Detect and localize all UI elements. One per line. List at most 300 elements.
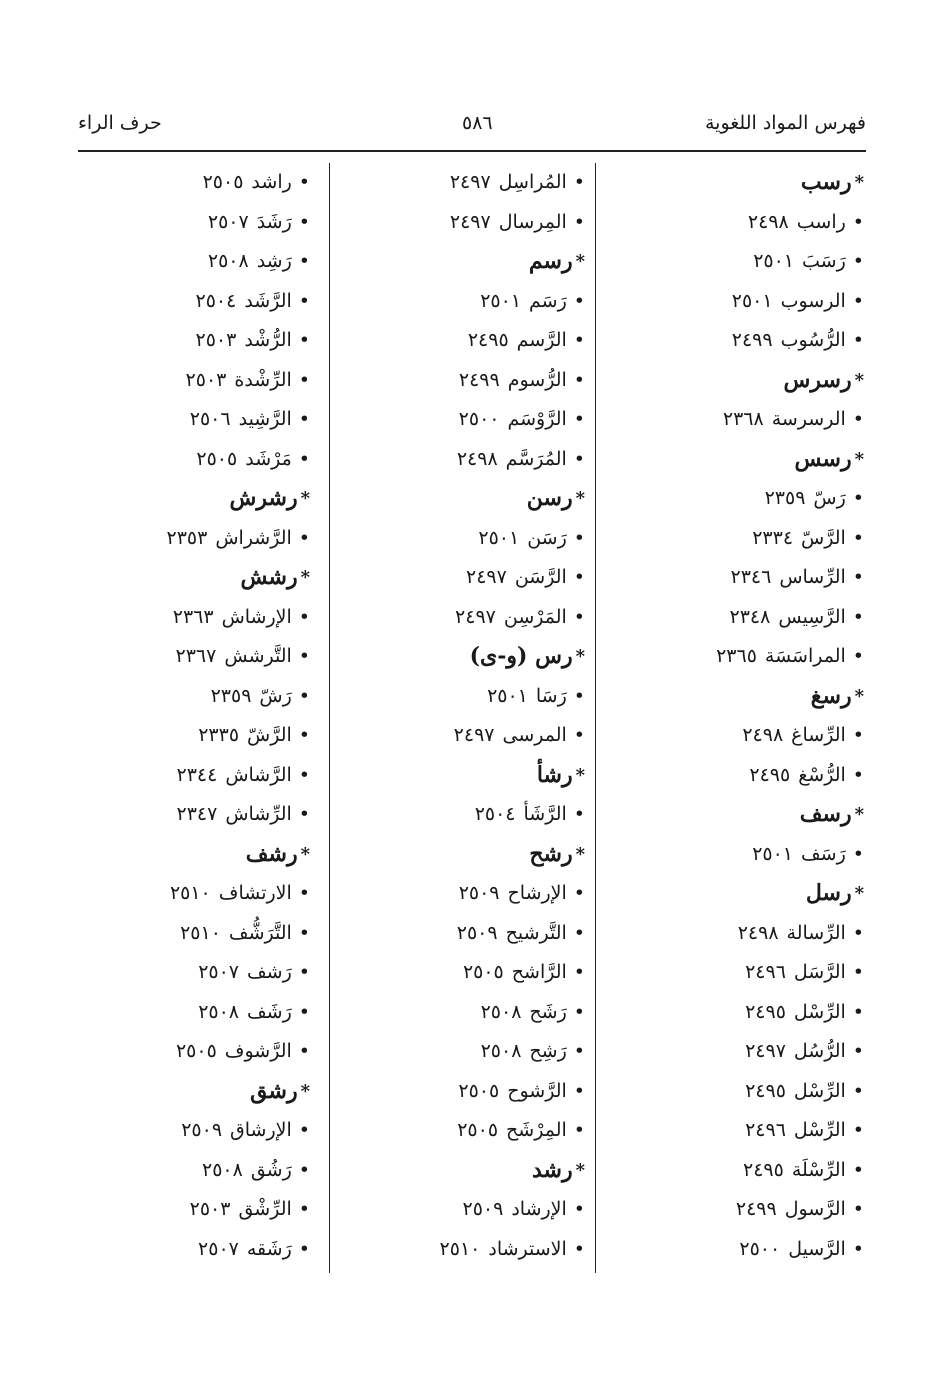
entry-number: ٢٣٣٥ (198, 724, 240, 746)
index-entry (90, 519, 310, 559)
bullet-icon: • (298, 803, 310, 825)
bullet-icon: • (298, 526, 310, 549)
entry-word: الرَّسم (516, 329, 567, 351)
index-entry (365, 440, 585, 480)
entry-word: الإرشاد (511, 1198, 567, 1220)
bullet-icon: • (298, 447, 310, 470)
entry-number: ٢٥٠٥ (202, 171, 244, 193)
entry-word: الرَّشَأ (523, 803, 567, 825)
bullet-icon: • (852, 1198, 864, 1220)
asterisk-marker: * (854, 685, 864, 707)
index-entry (365, 1032, 585, 1072)
entry-number: ٢٥٠٥ (458, 1079, 500, 1102)
index-entry (90, 1111, 310, 1151)
entry-word: الرِّسالة (786, 921, 846, 944)
index-entry (365, 1111, 585, 1151)
index-entry (365, 361, 585, 401)
bullet-icon: • (298, 408, 310, 430)
entry-word: المُراسِل (498, 171, 567, 193)
bullet-icon: • (298, 368, 310, 391)
entry-number: ٢٤٩٨ (456, 447, 498, 470)
entry-number: ٢٣٤٤ (176, 763, 218, 786)
asterisk-marker: * (575, 1159, 585, 1181)
entry-word: الرَّشِيد (238, 408, 292, 430)
root-word: رسرس (783, 366, 852, 393)
index-entry (365, 282, 585, 322)
root-word: رس (و-ى) (469, 643, 573, 669)
entry-word: رَسَا (535, 684, 567, 707)
index-entry (90, 1032, 310, 1072)
bullet-icon: • (298, 724, 310, 746)
index-entry (365, 1230, 585, 1270)
entry-word: رَشُق (250, 1158, 292, 1181)
bullet-icon: • (573, 526, 585, 549)
bullet-icon: • (852, 1000, 864, 1023)
entry-word: المَرْسِن (503, 605, 567, 628)
root-word: رسس (794, 445, 852, 472)
bullet-icon: • (573, 1198, 585, 1220)
root-heading (365, 1151, 585, 1191)
entry-number: ٢٤٩٧ (449, 210, 491, 233)
entry-number: ٢٤٩٧ (453, 724, 495, 746)
entry-number: ٢٣٦٣ (172, 605, 214, 628)
bullet-icon: • (573, 1119, 585, 1141)
entry-word: رَشّ (259, 684, 292, 707)
bullet-icon: • (573, 171, 585, 193)
entry-word: الإرشاق (230, 1119, 292, 1141)
bullet-icon: • (298, 605, 310, 628)
bullet-icon: • (298, 1198, 310, 1220)
index-entry (90, 203, 310, 243)
bullet-icon: • (298, 329, 310, 351)
index-entry (634, 519, 864, 559)
index-entry (634, 1151, 864, 1191)
index-entry (365, 1190, 585, 1230)
entry-word: رَشَقه (246, 1237, 292, 1260)
index-entry (90, 242, 310, 282)
entry-word: رَشف (247, 961, 292, 983)
asterisk-marker: * (575, 646, 585, 667)
root-heading (365, 242, 585, 282)
entry-number: ٢٤٩٨ (737, 921, 779, 944)
entry-word: التَّرشيح (505, 921, 567, 944)
entry-number: ٢٥٠٠ (458, 408, 500, 430)
entry-word: الرِّسْل (793, 1000, 846, 1023)
entry-number: ٢٥٠٤ (195, 289, 237, 312)
entry-word: الرُّسُل (793, 1040, 846, 1062)
entry-number: ٢٤٩٥ (467, 329, 509, 351)
index-entry (634, 558, 864, 598)
entry-number: ٢٥٠٥ (175, 1040, 217, 1062)
entry-word: الرَّسّ (801, 526, 846, 549)
entry-number: ٢٥٠١ (752, 842, 794, 865)
root-heading (634, 361, 864, 401)
entry-word: الرَّسول (784, 1198, 846, 1220)
asterisk-marker: * (575, 251, 585, 272)
root-heading (365, 479, 585, 519)
index-entry (90, 637, 310, 677)
index-entry (634, 953, 864, 993)
entry-word: الارتشاف (218, 882, 292, 904)
index-entry (90, 795, 310, 835)
bullet-icon: • (573, 447, 585, 470)
asterisk-marker: * (300, 488, 310, 509)
index-entry (634, 756, 864, 796)
bullet-icon: • (573, 329, 585, 351)
root-heading (90, 558, 310, 598)
bullet-icon: • (298, 684, 310, 707)
root-heading (365, 835, 585, 875)
entry-number: ٢٤٩٨ (747, 210, 789, 233)
index-entry (634, 203, 864, 243)
entry-number: ٢٤٩٩ (458, 368, 500, 391)
section-title: حرف الراء (78, 112, 162, 134)
entry-number: ٢٤٩٥ (745, 1079, 786, 1102)
entry-number: ٢٤٩٦ (745, 1119, 786, 1141)
bullet-icon: • (573, 1079, 585, 1102)
entry-word: الرَّاشح (511, 961, 567, 983)
entry-word: المِرسال (498, 210, 567, 233)
bullet-icon: • (852, 566, 864, 588)
asterisk-marker: * (300, 567, 310, 588)
entry-word: الرِّشاش (225, 803, 292, 825)
root-heading (90, 479, 310, 519)
entry-number: ٢٥٠٩ (462, 1198, 504, 1220)
bullet-icon: • (852, 250, 864, 272)
index-entry (365, 716, 585, 756)
entry-number: ٢٥٠٨ (480, 1040, 522, 1062)
bullet-icon: • (852, 1237, 864, 1260)
bullet-icon: • (298, 250, 310, 272)
bullet-icon: • (573, 1000, 585, 1023)
root-heading (634, 874, 864, 914)
entry-number: ٢٥٠٣ (185, 368, 227, 391)
entry-word: الرِّساغ (791, 724, 846, 746)
header-rule (78, 150, 866, 152)
index-entry (634, 1032, 864, 1072)
bullet-icon: • (573, 882, 585, 904)
root-word: رسل (805, 880, 852, 906)
entry-number: ٢٥٠٩ (181, 1119, 223, 1141)
root-heading (634, 677, 864, 717)
entry-number: ٢٤٩٩ (731, 329, 773, 351)
entry-word: الرَّوْسَم (507, 408, 567, 430)
entry-number: ٢٣٦٨ (722, 408, 764, 430)
index-entry (365, 203, 585, 243)
entry-word: المرسى (502, 724, 567, 746)
entry-word: راشد (251, 171, 292, 193)
asterisk-marker: * (854, 448, 864, 470)
root-word: رسن (526, 485, 573, 511)
entry-word: المِرْشَح (506, 1119, 567, 1141)
index-entry (90, 1230, 310, 1270)
root-heading (90, 835, 310, 875)
index-entry (90, 756, 310, 796)
entry-word: الإرشاش (221, 605, 292, 628)
bullet-icon: • (852, 842, 864, 865)
entry-number: ٢٣٦٧ (175, 645, 217, 667)
entry-number: ٢٣٦٥ (716, 645, 757, 667)
asterisk-marker: * (300, 843, 310, 865)
entry-number: ٢٣٤٨ (729, 605, 771, 628)
entry-number: ٢٥٠١ (753, 250, 795, 272)
entry-number: ٢٥٠١ (487, 684, 528, 707)
bullet-icon: • (573, 1040, 585, 1062)
bullet-icon: • (573, 921, 585, 944)
bullet-icon: • (852, 724, 864, 746)
index-entry (365, 677, 585, 717)
index-entry (90, 598, 310, 638)
root-heading (634, 795, 864, 835)
entry-word: الاسترشاد (488, 1237, 567, 1260)
root-word: رسف (799, 801, 852, 827)
entry-word: مَرْشَد (245, 447, 292, 470)
bullet-icon: • (298, 1000, 310, 1023)
index-entry (634, 598, 864, 638)
bullet-icon: • (298, 171, 310, 193)
index-entry (365, 519, 585, 559)
entry-word: رَشَف (247, 1000, 292, 1023)
bullet-icon: • (852, 487, 864, 509)
bullet-icon: • (573, 368, 585, 391)
index-title: فهرس المواد اللغوية (704, 112, 866, 134)
index-entry (634, 993, 864, 1033)
bullet-icon: • (298, 921, 310, 944)
bullet-icon: • (573, 289, 585, 312)
entry-word: راسب (796, 210, 846, 233)
entry-number: ٢٤٩٩ (735, 1198, 777, 1220)
entry-word: رَسَم (529, 289, 567, 312)
bullet-icon: • (573, 961, 585, 983)
entry-word: التَّرشش (224, 645, 292, 667)
entry-word: المُرَسَّم (505, 447, 567, 470)
index-entry (634, 716, 864, 756)
root-word: رشق (250, 1077, 298, 1104)
index-entry (365, 321, 585, 361)
entry-number: ٢٣٥٣ (166, 526, 208, 549)
root-word: رشش (240, 564, 298, 590)
bullet-icon: • (852, 289, 864, 312)
entry-number: ٢٣٥٩ (210, 684, 252, 707)
bullet-icon: • (852, 921, 864, 944)
asterisk-marker: * (575, 764, 585, 786)
entry-number: ٢٥٠١ (480, 289, 522, 312)
index-entry (90, 440, 310, 480)
root-heading (365, 637, 585, 677)
index-entry (365, 993, 585, 1033)
root-word: رشف (245, 840, 298, 867)
bullet-icon: • (298, 1119, 310, 1141)
root-heading (90, 1072, 310, 1112)
entry-number: ٢٥٠٣ (195, 329, 237, 351)
entry-number: ٢٥٠١ (731, 289, 773, 312)
entry-number: ٢٤٩٨ (742, 724, 784, 746)
entry-word: رَشَدَ (256, 210, 292, 233)
index-entry (634, 1190, 864, 1230)
bullet-icon: • (298, 763, 310, 786)
entry-number: ٢٥١٠ (439, 1237, 481, 1260)
entry-word: الرَّسَل (793, 961, 846, 983)
bullet-icon: • (573, 605, 585, 628)
entry-number: ٢٥٠١ (478, 526, 520, 549)
entry-word: الرَّشوف (224, 1040, 292, 1062)
entry-number: ٢٥١٠ (169, 882, 211, 904)
bullet-icon: • (573, 566, 585, 588)
entry-number: ٢٥٠٧ (207, 210, 249, 233)
entry-word: الرُّسْغ (798, 763, 846, 786)
bullet-icon: • (852, 526, 864, 549)
index-entry (90, 953, 310, 993)
index-column-2 (365, 163, 585, 1269)
entry-word: الرَّسيل (788, 1237, 846, 1260)
entry-word: الرَّسِيس (778, 605, 846, 628)
entry-number: ٢٥٠٥ (457, 1119, 499, 1141)
asterisk-marker: * (300, 1080, 310, 1102)
entry-number: ٢٥٠٣ (189, 1198, 231, 1220)
entry-word: رَسّ (813, 487, 846, 509)
entry-number: ٢٥٠٨ (202, 1158, 243, 1181)
bullet-icon: • (573, 803, 585, 825)
bullet-icon: • (573, 1237, 585, 1260)
column-divider (595, 163, 596, 1273)
index-entry (90, 993, 310, 1033)
bullet-icon: • (852, 605, 864, 628)
entry-word: الرِّسْل (793, 1119, 846, 1141)
entry-number: ٢٤٩٧ (449, 171, 491, 193)
entry-word: الرسرسة (771, 408, 846, 430)
entry-word: الرَّشَد (244, 289, 292, 312)
entry-word: الرَّشاش (225, 763, 292, 786)
index-entry (365, 1072, 585, 1112)
bullet-icon: • (298, 882, 310, 904)
bullet-icon: • (852, 961, 864, 983)
entry-number: ٢٣٥٩ (764, 487, 806, 509)
index-entry (634, 1111, 864, 1151)
asterisk-marker: * (854, 172, 864, 193)
bullet-icon: • (298, 1040, 310, 1062)
entry-number: ٢٣٤٦ (730, 566, 772, 588)
index-entry (365, 400, 585, 440)
index-entry (90, 677, 310, 717)
entry-word: المراسَسَة (764, 645, 846, 667)
entry-word: التَّرَشُّف (228, 921, 292, 944)
index-entry (365, 953, 585, 993)
index-entry (365, 914, 585, 954)
index-entry (365, 558, 585, 598)
page-number: ٥٨٦ (462, 112, 493, 134)
root-word: رسغ (810, 682, 852, 709)
bullet-icon: • (852, 408, 864, 430)
index-entry (634, 242, 864, 282)
bullet-icon: • (852, 210, 864, 233)
entry-number: ٢٥٠٥ (462, 961, 504, 983)
entry-number: ٢٣٤٧ (176, 803, 218, 825)
entry-word: الرِّسْلَة (791, 1158, 846, 1181)
index-entry (365, 598, 585, 638)
entry-number: ٢٤٩٧ (745, 1040, 786, 1062)
root-word: رسم (528, 248, 573, 274)
entry-number: ٢٥٠٦ (189, 408, 231, 430)
entry-word: رَشَح (529, 1000, 567, 1023)
entry-word: الرِّشْق (238, 1198, 292, 1220)
bullet-icon: • (298, 1158, 310, 1181)
entry-number: ٢٥٠٨ (480, 1000, 522, 1023)
entry-number: ٢٥١٠ (180, 921, 221, 944)
index-entry (634, 835, 864, 875)
bullet-icon: • (298, 289, 310, 312)
bullet-icon: • (852, 763, 864, 786)
bullet-icon: • (573, 724, 585, 746)
index-entry (365, 163, 585, 203)
root-word: رشرش (229, 485, 298, 511)
bullet-icon: • (298, 961, 310, 983)
page-header (78, 112, 866, 142)
asterisk-marker: * (854, 883, 864, 904)
entry-number: ٢٥٠٥ (196, 447, 238, 470)
bullet-icon: • (573, 408, 585, 430)
asterisk-marker: * (854, 369, 864, 391)
index-column-1 (634, 163, 864, 1269)
entry-number: ٢٤٩٥ (749, 763, 791, 786)
entry-word: الرُّشْد (244, 329, 292, 351)
root-word: رشأ (536, 761, 573, 788)
entry-number: ٢٥٠٧ (198, 961, 240, 983)
entry-word: الرَّسَن (514, 566, 567, 588)
root-word: رسب (800, 169, 852, 195)
index-entry (634, 282, 864, 322)
asterisk-marker: * (575, 843, 585, 865)
asterisk-marker: * (854, 804, 864, 825)
entry-word: الرَّشّ (247, 724, 292, 746)
bullet-icon: • (298, 645, 310, 667)
bullet-icon: • (852, 329, 864, 351)
index-entry (90, 716, 310, 756)
bullet-icon: • (852, 1079, 864, 1102)
entry-word: الإرشاح (507, 882, 567, 904)
index-entry (90, 361, 310, 401)
entry-number: ٢٥٠٠ (739, 1237, 781, 1260)
index-entry (634, 321, 864, 361)
index-entry (634, 479, 864, 519)
entry-number: ٢٥٠٧ (198, 1237, 239, 1260)
index-entry (90, 874, 310, 914)
entry-number: ٢٤٩٧ (466, 566, 507, 588)
bullet-icon: • (298, 210, 310, 233)
entry-word: الرِّشْدة (234, 368, 292, 391)
entry-word: الرسوب (780, 289, 846, 312)
index-column-3 (90, 163, 310, 1269)
index-entry (634, 400, 864, 440)
bullet-icon: • (852, 645, 864, 667)
bullet-icon: • (573, 684, 585, 707)
root-word: رشد (531, 1156, 573, 1183)
entry-word: رَشِد (256, 250, 292, 272)
bullet-icon: • (298, 1237, 310, 1260)
entry-number: ٢٤٩٧ (455, 605, 496, 628)
entry-number: ٢٥٠٩ (458, 882, 500, 904)
bullet-icon: • (852, 1119, 864, 1141)
index-entry (365, 795, 585, 835)
entry-word: رَسَبَ (802, 250, 846, 272)
entry-word: الرِّسْل (793, 1079, 846, 1102)
entry-word: الرَّشوح (507, 1079, 567, 1102)
entry-number: ٢٤٩٥ (745, 1000, 786, 1023)
column-divider (329, 163, 330, 1273)
root-word: رشح (529, 840, 573, 867)
index-entry (365, 874, 585, 914)
entry-number: ٢٥٠٨ (198, 1000, 240, 1023)
entry-number: ٢٤٩٥ (743, 1158, 784, 1181)
